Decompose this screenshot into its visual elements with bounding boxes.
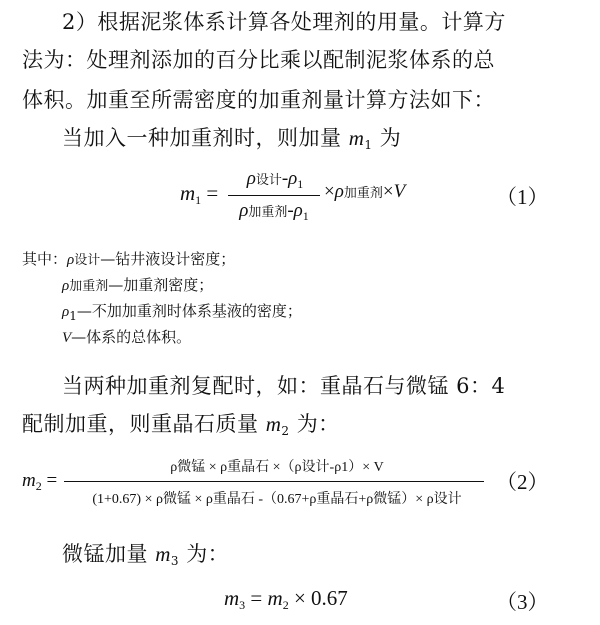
formula3-rhs-var: m: [267, 586, 283, 610]
paragraph1-line4: [62, 122, 401, 152]
formula1-num-sub1: 设计: [255, 172, 282, 187]
paragraph1-line4-text: 当加入一种加重剂时，则加量: [62, 126, 342, 150]
legend-l1-sub: 设计: [74, 253, 101, 268]
formula1-numerator: [230, 168, 320, 192]
legend-line4: [62, 326, 191, 347]
paragraph1-line1: 2）根据泥浆体系计算各处理剂的用量。计算方: [62, 10, 506, 34]
legend-line1: [22, 248, 235, 269]
paragraph2-line2-end: 为：: [296, 412, 340, 436]
formula3-number: （3）: [496, 590, 549, 614]
formula3-const: 0.67: [311, 586, 348, 610]
paragraph1-line4-var: m: [348, 126, 365, 150]
formula1-v: V: [393, 181, 406, 202]
formula2-eq: =: [46, 470, 58, 491]
formula2-number: （2）: [496, 470, 549, 494]
formula1-number: （1）: [496, 185, 549, 209]
formula1-denominator: [226, 200, 322, 224]
formula3-lhs-sub: 3: [239, 598, 246, 612]
legend-l4-sym: V: [62, 330, 72, 346]
legend-l2-sym: ρ: [62, 278, 70, 294]
paragraph2-line2-var: m: [265, 412, 282, 436]
paragraph1-line4-end: 为: [379, 126, 402, 150]
formula1-rho-sub: 加重剂: [343, 185, 383, 200]
formula2-fraction-line: [64, 481, 484, 482]
paragraph2-line2-sub: 2: [281, 424, 290, 438]
paragraph3-text: 微锰加量: [62, 542, 148, 566]
legend-l1-sym: ρ: [67, 252, 75, 268]
paragraph2-line2: [22, 408, 340, 438]
legend-prefix: 其中：: [22, 250, 68, 268]
legend-line2: [62, 274, 213, 295]
formula2-denominator: (1+0.67) × ρ微锰 × ρ重晶石 -（0.67+ρ重晶石+ρ微锰）× ρ设计: [92, 492, 462, 507]
formula1-times2: ×: [382, 181, 394, 202]
formula1-den-sub2: 1: [302, 209, 309, 223]
formula3-rhs-sub: 2: [282, 598, 289, 612]
formula1-lhs: [180, 181, 218, 208]
legend-l3-sub: 1: [69, 309, 77, 323]
legend-l1-text: —钻井液设计密度；: [100, 250, 236, 268]
legend-l2-text: —加重剂密度；: [108, 276, 214, 294]
paragraph2-line1: 当两种加重剂复配时，如：重晶石与微锰 6：4: [62, 374, 506, 398]
formula1-den-sub1: 加重剂: [248, 204, 288, 219]
legend-line3: [62, 300, 302, 323]
formula1-lhs-var: m: [180, 181, 196, 205]
formula1-rhs: [324, 181, 405, 203]
legend-l3-text: —不加加重剂时体系基液的密度；: [76, 302, 302, 320]
paragraph3: [62, 538, 229, 568]
paragraph1-line3: 体积。加重至所需密度的加重剂量计算方法如下：: [22, 88, 495, 112]
formula2-lhs-sub: 2: [35, 479, 42, 493]
paragraph3-sub: 3: [170, 554, 179, 568]
formula3-lhs-var: m: [224, 586, 240, 610]
formula1-num-rho2: ρ: [288, 168, 298, 189]
formula1-fraction-line: [228, 195, 320, 196]
formula2-lhs-var: m: [22, 470, 36, 491]
formula1-num-sub2: 1: [297, 177, 304, 191]
paragraph1-line4-sub: 1: [364, 138, 373, 152]
formula1-rho: ρ: [334, 181, 344, 202]
formula2-numerator: ρ微锰 × ρ重晶石 ×（ρ设计-ρ1）× V: [170, 460, 384, 475]
formula3-eq: =: [250, 586, 263, 610]
formula1-num-minus: -: [281, 168, 289, 189]
paragraph1-line2: 法为：处理剂添加的百分比乘以配制泥浆体系的总: [22, 48, 495, 72]
formula1-eq: =: [206, 181, 219, 205]
legend-l3-sym: ρ: [62, 304, 70, 320]
formula1-den-rho: ρ: [239, 200, 249, 221]
formula1-den-minus: -: [287, 200, 294, 221]
formula1-den-rho2: ρ: [293, 200, 303, 221]
paragraph3-end: 为：: [186, 542, 230, 566]
formula1-num-rho: ρ: [246, 168, 256, 189]
paragraph2-line2-text: 配制加重，则重晶石质量: [22, 412, 259, 436]
legend-l4-text: —体系的总体积。: [71, 328, 192, 346]
formula1-times1: ×: [324, 181, 335, 202]
legend-l2-sub: 加重剂: [69, 279, 109, 294]
paragraph3-var: m: [155, 542, 171, 566]
formula3: [224, 586, 348, 613]
formula1-lhs-sub: 1: [195, 193, 202, 207]
formula3-times: ×: [293, 586, 306, 610]
formula2-lhs: [22, 470, 57, 494]
